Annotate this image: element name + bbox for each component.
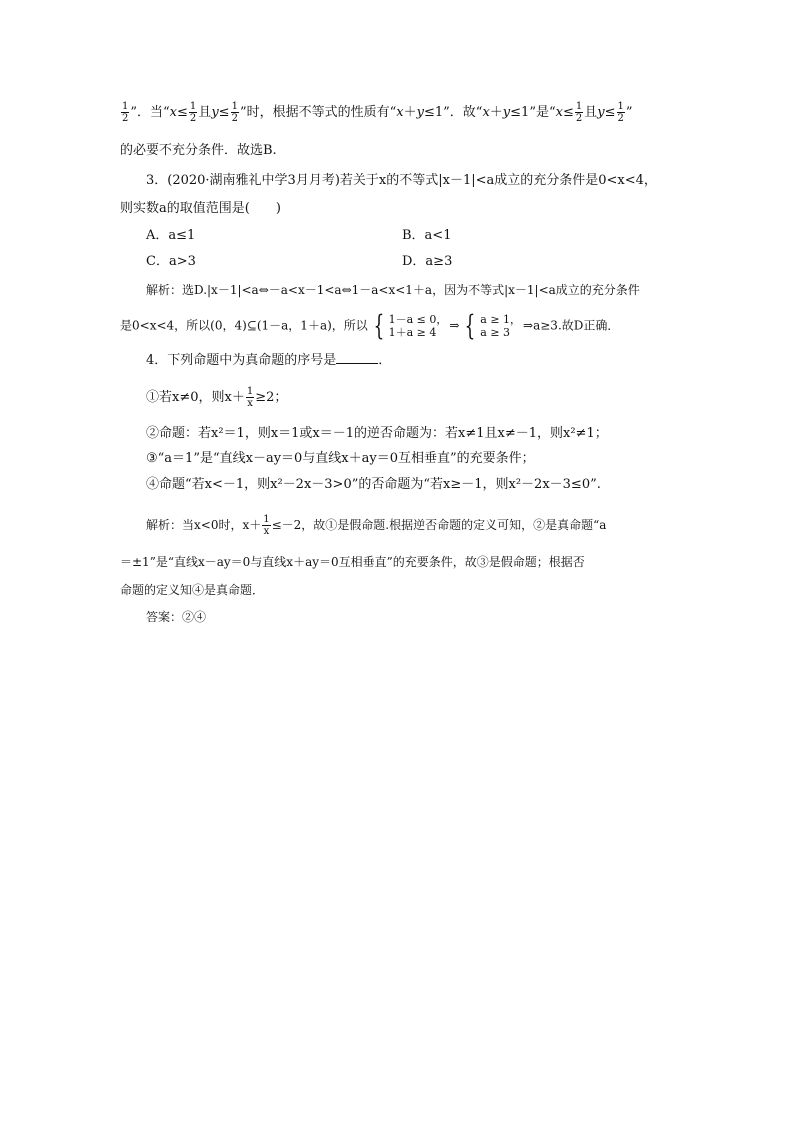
question-4-item-1: ①若x≠0，则x＋ $\frac{1}{x}$ ≥2； <box>146 386 288 409</box>
fraction-half: $\frac{1}{2}$ <box>617 101 624 124</box>
question-4-analysis-3: 命题的定义知④是真命题． <box>120 583 265 597</box>
question-3-stem: 3．(2020·湖南雅礼中学3月月考)若关于x的不等式|x－1|<a成立的充分条件是0<x<4， <box>146 173 657 188</box>
question-4-stem: 4．下列命题中为真命题的序号是 ． <box>146 353 392 368</box>
question-3-analysis-2: 是0<x<4，所以(0，4)⊆(1－a，1＋a)，所以 { 1－a ≤ 0， 1＋a ≥ 4 ⇒ { a ≥ 1， a ≥ 3 ⇒a≥3.故D正确． <box>120 309 620 342</box>
question-4-item-4: ④命题“若x<－1，则x²－2x－3>0”的否命题为“若x≥－1，则x²－2x－3≤0”. <box>146 477 601 492</box>
continuation-line-2: 的必要不充分条件．故选B. <box>120 143 277 158</box>
equation-system-2: { a ≥ 1， a ≥ 3 <box>465 309 522 342</box>
equation-system-1: { 1－a ≤ 0， 1＋a ≥ 4 <box>373 309 448 342</box>
question-3-stem-cont: 则实数a的取值范围是( ) <box>120 201 281 216</box>
answer-blank <box>336 351 378 364</box>
question-4-answer: 答案：②④ <box>146 610 207 624</box>
option-c: C．a>3 <box>146 254 196 269</box>
question-4-analysis-2: ＝±1”是“直线x－ay＝0与直线x＋ay＝0互相垂直”的充要条件，故③是假命题；根据否 <box>120 555 585 569</box>
question-4-item-2: ②命题：若x²＝1，则x＝1或x＝－1的逆否命题为：若x≠1且x≠－1，则x²≠1； <box>146 426 608 441</box>
option-a: A．a≤1 <box>146 228 196 243</box>
option-d: D．a≥3 <box>402 254 453 269</box>
continuation-line-1: $\frac{1}{2}$ ”．当“x≤ $\frac{1}{2}$ 且y≤ $\frac{1}{2}$ ”时，根据不等式的性质有“x＋y≤1”．故“x＋y≤1”是“x≤ $\frac{1}{2}$ 且y≤ $\frac{1}{2}$ ” <box>122 101 633 124</box>
fraction-one-over-x: $\frac{1}{x}$ <box>263 514 270 537</box>
question-3-analysis-1: 解析：选D.|x－1|<a⇔－a<x－1<a⇔1－a<x<1＋a，因为不等式|x－1|<a成立的充分条件 <box>146 283 640 297</box>
option-b: B．a<1 <box>402 228 452 243</box>
fraction-half: $\frac{1}{2}$ <box>122 101 129 124</box>
fraction-half: $\frac{1}{2}$ <box>231 101 238 124</box>
fraction-one-over-x: $\frac{1}{x}$ <box>246 386 254 409</box>
fraction-half: $\frac{1}{2}$ <box>189 101 197 124</box>
question-4-analysis-1: 解析：当x<0时，x＋ $\frac{1}{x}$ ≤－2，故①是假命题.根据逆否命题的定义可知，②是真命题“a <box>146 514 607 537</box>
fraction-half: $\frac{1}{2}$ <box>575 101 583 124</box>
question-4-item-3: ③“a＝1”是“直线x－ay＝0与直线x＋ay＝0互相垂直”的充要条件； <box>146 451 535 466</box>
